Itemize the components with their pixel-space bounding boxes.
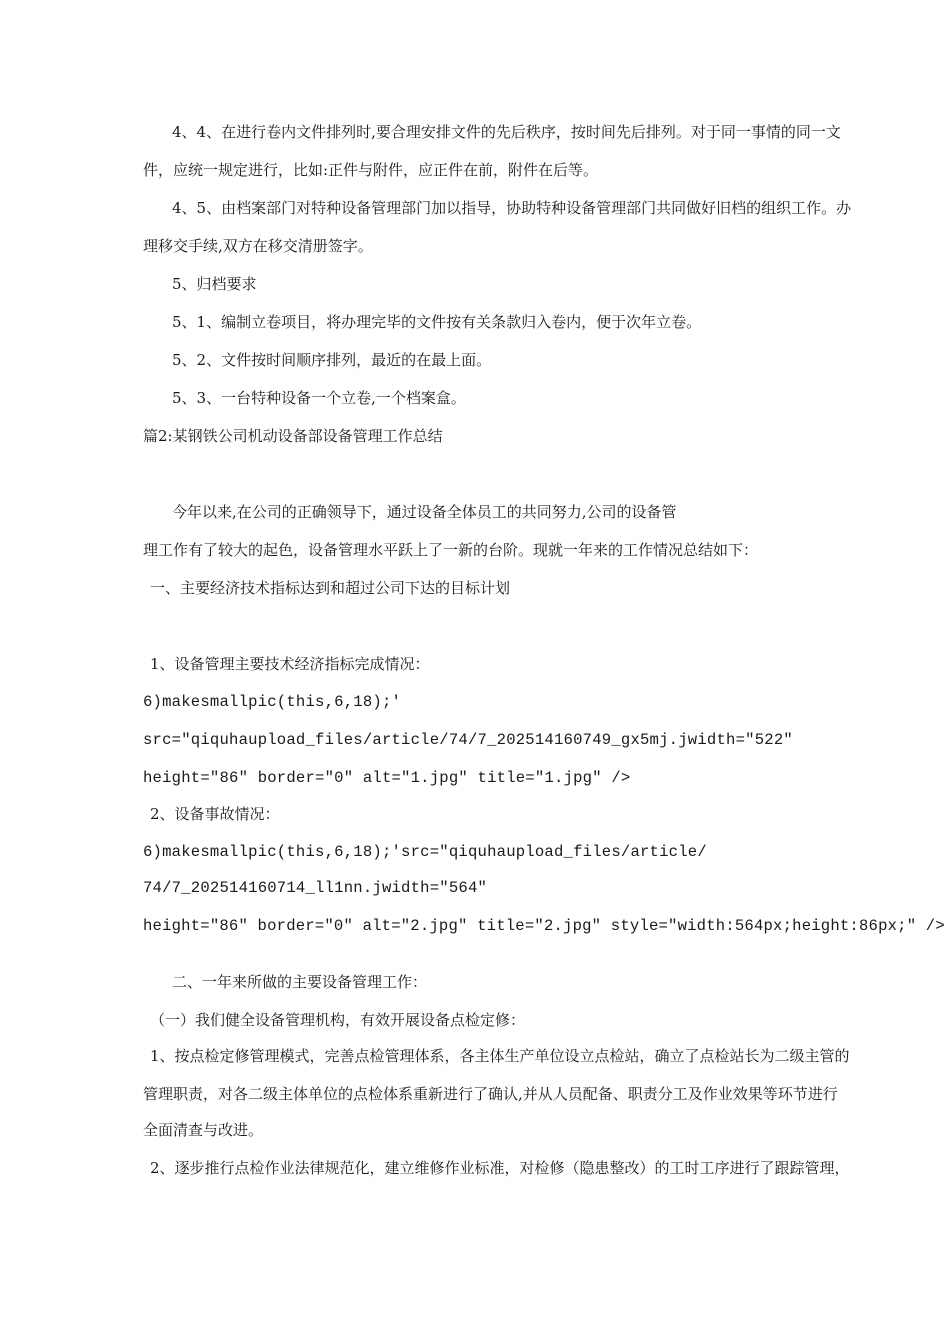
code-line-4: 6)makesmallpic(this,6,18);'src="qiquhaupload_files/article/: [143, 843, 707, 861]
code-line-6: height="86" border="0" alt="2.jpg" title="2.jpg" style="width:564px;height:86px;" />: [143, 917, 945, 935]
intro-line-2: 理工作有了较大的起色，设备管理水平跃上了一新的台阶。现就一年来的工作情况总结如下：: [143, 541, 759, 559]
paragraph-1-line-1: 1、按点检定修管理模式，完善点检管理体系，各主体生产单位设立点检站，确立了点检站长为二级主管的: [150, 1047, 850, 1065]
code-line-5: 74/7_202514160714_ll1nn.jwidth="564": [143, 879, 488, 897]
paragraph-4-5-line-1: 4、5、由档案部门对特种设备管理部门加以指导，协助特种设备管理部门共同做好旧档的组织工作。办: [172, 199, 852, 217]
item-5-1: 5、1、编制立卷项目，将办理完毕的文件按有关条款归入卷内，便于次年立卷。: [172, 313, 702, 331]
item-5-2: 5、2、文件按时间顺序排列，最近的在最上面。: [172, 351, 492, 369]
item-2-heading: 2、设备事故情况：: [150, 805, 280, 823]
paragraph-1-line-2: 管理职责，对各二级主体单位的点检体系重新进行了确认,并从人员配备、职责分工及作业效果等环节进行: [143, 1085, 838, 1103]
section-5-heading: 5、归档要求: [172, 275, 257, 293]
article-2-title: 篇2:某钢铁公司机动设备部设备管理工作总结: [143, 427, 443, 445]
code-line-2: src="qiquhaupload_files/article/74/7_202514160749_gx5mj.jwidth="522": [143, 731, 793, 749]
subsection-1-heading: （一）我们健全设备管理机构，有效开展设备点检定修：: [150, 1011, 526, 1029]
item-5-3: 5、3、一台特种设备一个立卷,一个档案盒。: [172, 389, 466, 407]
paragraph-4-5-line-2: 理移交手续,双方在移交清册签字。: [143, 237, 373, 255]
intro-line-1: 今年以来,在公司的正确领导下，通过设备全体员工的共同努力,公司的设备管: [172, 503, 677, 521]
item-1-heading: 1、设备管理主要技术经济指标完成情况：: [150, 655, 430, 673]
section-2-heading: 二、一年来所做的主要设备管理工作：: [172, 973, 428, 991]
code-line-3: height="86" border="0" alt="1.jpg" title="1.jpg" />: [143, 769, 631, 787]
paragraph-1-line-3: 全面清查与改进。: [143, 1121, 264, 1139]
paragraph-4-4-line-1: 4、4、在进行卷内文件排列时,要合理安排文件的先后秩序，按时间先后排列。对于同一事情的同一文: [172, 123, 841, 141]
code-line-1: 6)makesmallpic(this,6,18);': [143, 693, 402, 711]
paragraph-2-line-1: 2、逐步推行点检作业法律规范化，建立维修作业标准，对检修（隐患整改）的工时工序进行了跟踪管理，: [150, 1159, 850, 1177]
section-1-heading: 一、主要经济技术指标达到和超过公司下达的目标计划: [150, 579, 511, 597]
paragraph-4-4-line-2: 件，应统一规定进行，比如:正件与附件，应正件在前，附件在后等。: [143, 161, 599, 179]
